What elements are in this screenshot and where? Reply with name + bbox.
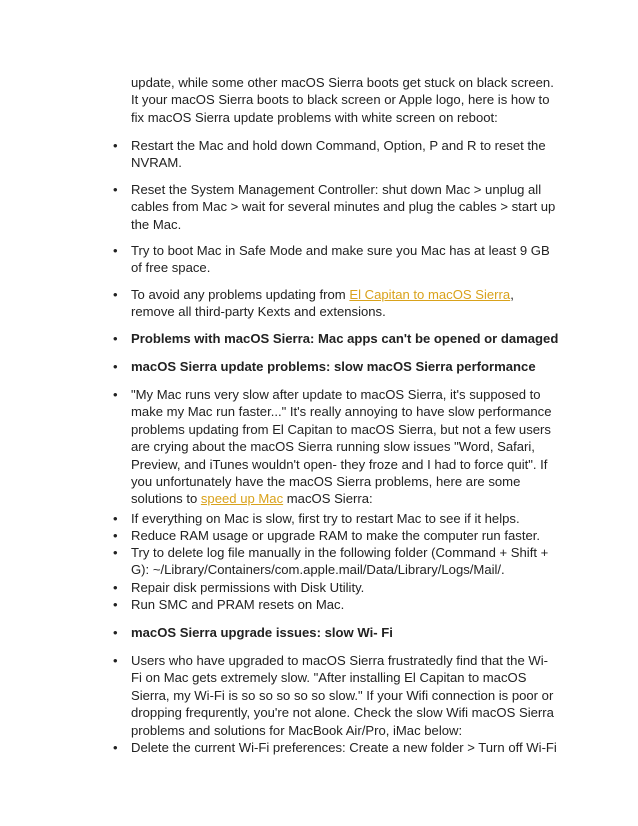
bullet-icon: • (113, 511, 118, 526)
text-line: NVRAM. (131, 155, 182, 171)
list-item (131, 596, 571, 613)
text-line: Try to boot Mac in Safe Mode and make sure you Mac has at least 9 GB (131, 243, 550, 258)
text-line: Reduce RAM usage or upgrade RAM to make the computer run faster. (131, 528, 541, 543)
text-line: Repair disk permissions with Disk Utility. (131, 580, 365, 595)
text-line: update, while some other macOS Sierra boots get stuck on black screen. (131, 75, 554, 90)
text-line: Run SMC and PRAM resets on Mac. (131, 597, 345, 612)
text-line: "My Mac runs very slow after update to macOS Sierra, it's supposed to (131, 387, 541, 402)
text-line: Fi on Mac gets extremely slow. "After installing El Capitan to macOS (131, 670, 527, 686)
text-line: G): ~/Library/Containers/com.apple.mail/Data/Library/Logs/Mail/. (131, 562, 505, 578)
wifi-paragraph (131, 652, 571, 739)
list-item (131, 242, 571, 277)
text-line: of free space. (131, 260, 211, 276)
text-fragment: To avoid any problems updating from (131, 287, 350, 302)
heading-text: macOS Sierra upgrade issues: slow Wi- Fi (131, 625, 393, 640)
list-item (131, 579, 571, 596)
text-line: Reset the System Management Controller: shut down Mac > unplug all (131, 182, 542, 197)
bullet-icon: • (113, 597, 118, 612)
el-capitan-to-sierra-link[interactable]: El Capitan to macOS Sierra (349, 287, 511, 302)
section-heading-performance (131, 358, 571, 375)
text-line: you unfortunately have the macOS Sierra problems, here are some (131, 473, 521, 489)
text-line: Users who have upgraded to macOS Sierra frustratedly find that the Wi- (131, 653, 549, 668)
bullet-icon: • (113, 359, 118, 374)
text-line: If everything on Mac is slow, first try to restart Mac to see if it helps. (131, 511, 520, 526)
text-line: Restart the Mac and hold down Command, Option, P and R to reset the (131, 138, 546, 153)
text-line (131, 490, 571, 507)
bullet-icon: • (113, 243, 118, 258)
list-item (131, 527, 571, 544)
intro-paragraph (131, 74, 571, 126)
bullet-icon: • (113, 653, 118, 668)
list-item (131, 544, 571, 579)
bullet-icon: • (113, 182, 118, 197)
list-item (131, 137, 571, 172)
text-line: Preview, and iTunes wouldn't open- they froze and I had to force quit". If (131, 456, 548, 472)
bullet-icon: • (113, 545, 118, 560)
text-line: problems and solutions for MacBook Air/Pro, iMac below: (131, 722, 463, 738)
bullet-icon: • (113, 387, 118, 402)
bullet-icon: • (113, 625, 118, 640)
heading-text: macOS Sierra update problems: slow macOS Sierra performance (131, 359, 536, 374)
heading-text: Problems with macOS Sierra: Mac apps can't be opened or damaged (131, 331, 559, 346)
section-heading-wifi (131, 624, 571, 641)
text-line: Delete the current Wi-Fi preferences: Create a new folder > Turn off Wi-Fi (131, 740, 557, 755)
text-line: Sierra, my Wi-Fi is so so so so so slow." If your Wifi connection is poor or (131, 687, 554, 703)
text-line: remove all third-party Kexts and extensions. (131, 304, 386, 320)
bullet-icon: • (113, 138, 118, 153)
text-line (131, 286, 571, 303)
text-line: fix macOS Sierra update problems with white screen on reboot: (131, 109, 498, 125)
text-fragment: solutions to (131, 491, 201, 507)
list-item (131, 286, 571, 321)
text-line: are crying about the macOS Sierra running slow issues "Word, Safari, (131, 439, 535, 455)
text-line: It your macOS Sierra boots to black screen or Apple logo, here is how to (131, 92, 550, 108)
speed-up-mac-link[interactable]: speed up Mac (200, 491, 284, 507)
bullet-icon: • (113, 287, 118, 302)
list-item (131, 739, 571, 756)
text-line: dropping frequrently, you're not alone. Check the slow Wifi macOS Sierra (131, 705, 554, 721)
bullet-icon: • (113, 331, 118, 346)
bullet-icon: • (113, 580, 118, 595)
list-item (131, 181, 571, 233)
list-item (131, 510, 571, 527)
text-line: problems updating from El Capitan to macOS Sierra, but not a few users (131, 421, 551, 437)
bullet-icon: • (113, 528, 118, 543)
bullet-icon: • (113, 740, 118, 755)
text-fragment: macOS Sierra: (283, 491, 373, 507)
text-line: make my Mac run faster..." It's really annoying to have slow performance (131, 404, 552, 420)
text-line: cables from Mac > wait for several minutes and plug the cables > start up (131, 199, 556, 215)
performance-paragraph (131, 386, 571, 508)
section-heading-apps (131, 330, 571, 347)
text-line: Try to delete log file manually in the following folder (Command + Shift + (131, 545, 549, 560)
text-line: the Mac. (131, 216, 182, 232)
text-fragment: , (510, 287, 514, 302)
